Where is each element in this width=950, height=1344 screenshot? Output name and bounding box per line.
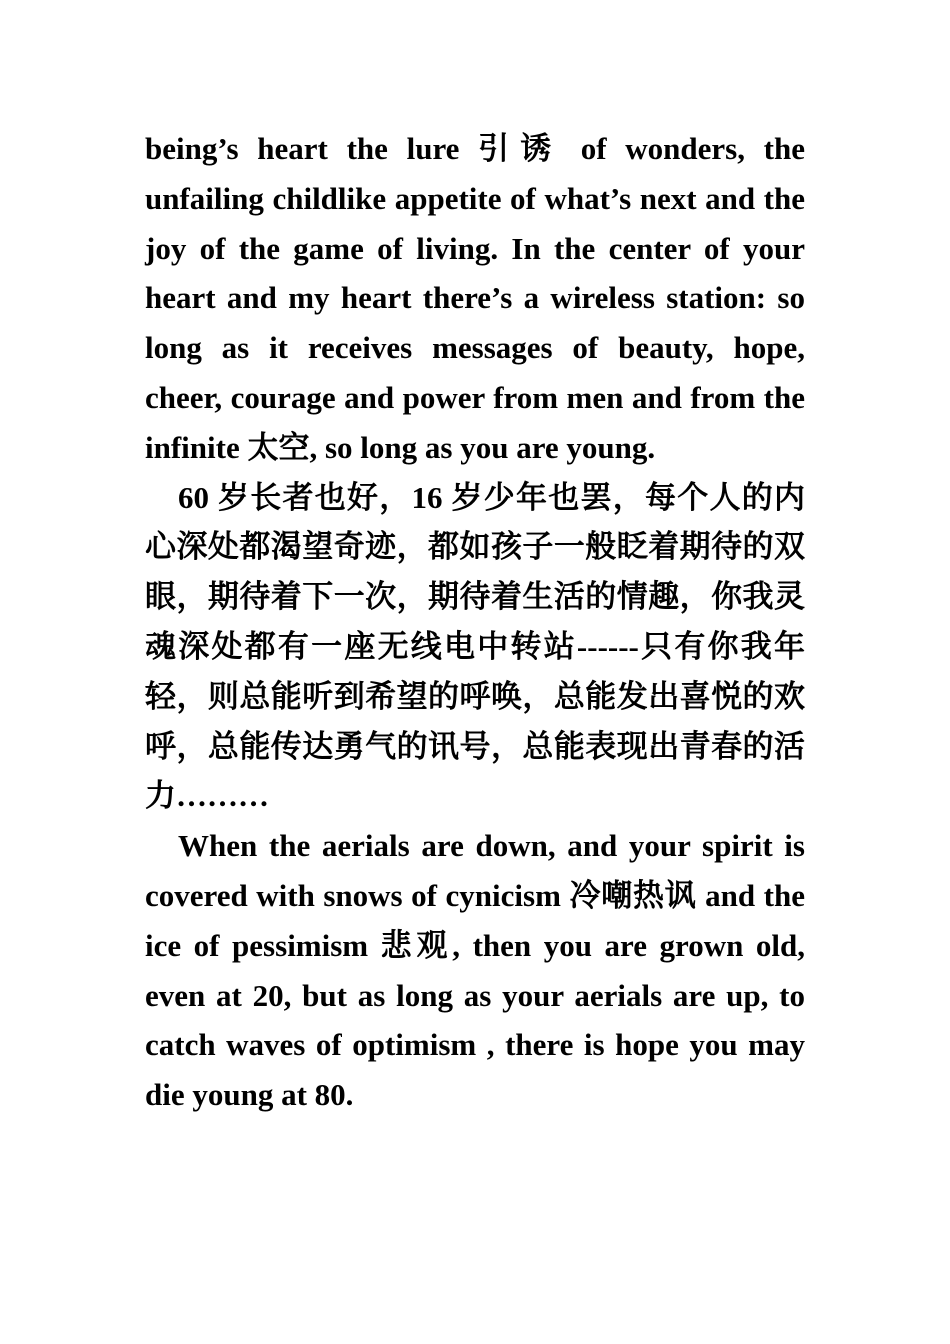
paragraph-english-2: When the aerials are down, and your spirit is covered with snows of cynicism 冷嘲热讽 and the ice of pessimism 悲观, then you are grown old, even at 20, but as long as your aerials are up, to catch waves of optimism , there is hope you may die young at 80.: [145, 828, 805, 1113]
paragraph-english-1: being’s heart the lure 引诱 of wonders, the unfailing childlike appetite of what’s next and the joy of the game of living. In the center of your heart and my heart there’s a wireless station: so long as it receives messages of beauty, hope, cheer, courage and power from men and from the infinite 太空, so long as you are young.: [145, 131, 805, 465]
paragraph-chinese-1: 60 岁长者也好，16 岁少年也罢，每个人的内心深处都渴望奇迹，都如孩子一般眨着期待的双眼，期待着下一次，期待着生活的情趣，你我灵魂深处都有一座无线电中转站------只有你我年轻，则总能听到希望的呼唤，总能发出喜悦的欢呼，总能传达勇气的讯号，总能表现出青春的活力………: [145, 479, 805, 814]
text-body: [145, 124, 805, 1120]
